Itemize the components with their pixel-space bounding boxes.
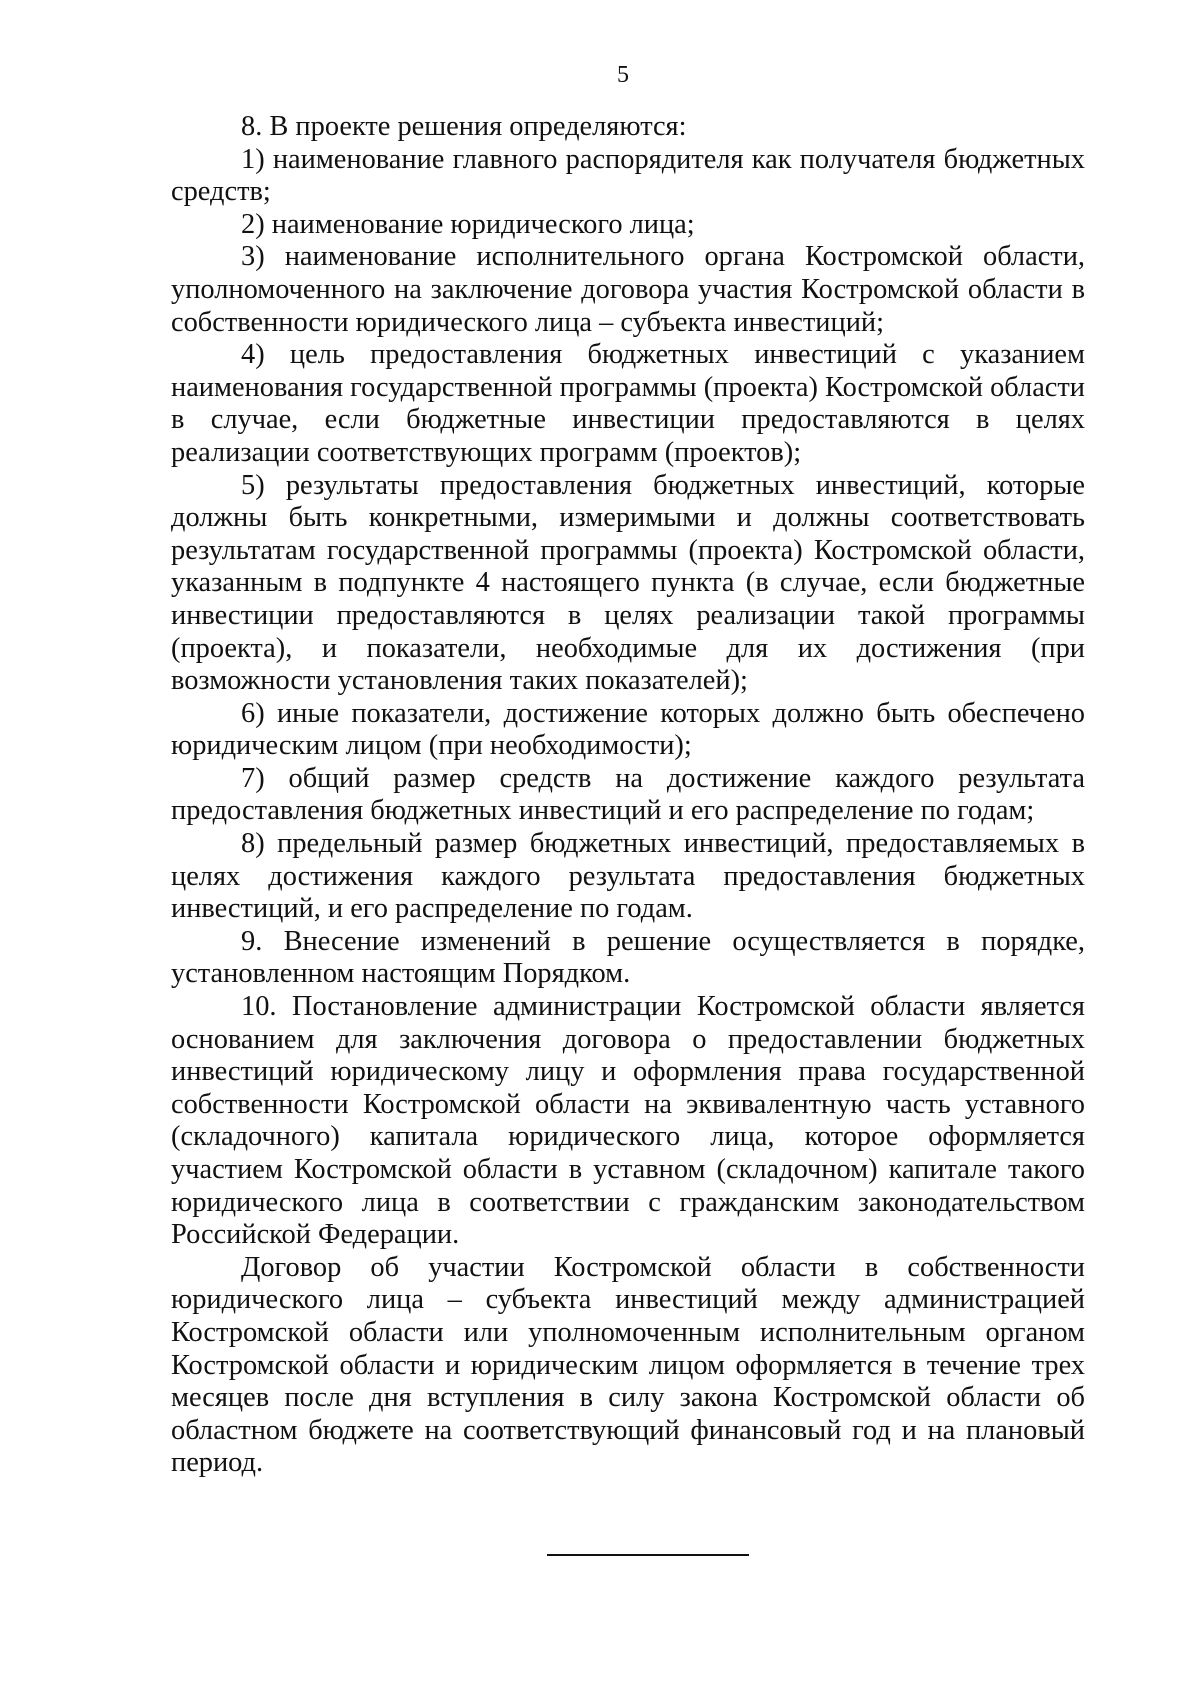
paragraph-item-8: 8. В проекте решения определяются: bbox=[241, 111, 687, 142]
paragraph-participation-agreement: Договор об участии Костромской области в собственности юридического лица – субъекта инвестиций между администрацией Костромской области или уполномоченным исполнительным органом Костромской области и юридическим лицом оформляется в течение трех месяцев после дня вступления в силу закона Костромской области об областном бюджете на соответствующий финансовый год и на плановый период. bbox=[171, 1251, 1085, 1479]
subitem-7-total-funds: 7) общий размер средств на достижение каждого результата предоставления бюджетных инвестиций и его распределение по годам; bbox=[171, 762, 1085, 827]
subitem-1-main-manager: 1) наименование главного распорядителя как получателя бюджетных средств; bbox=[171, 143, 1085, 208]
document-body bbox=[171, 111, 1085, 1480]
closing-rule bbox=[547, 1554, 749, 1556]
subitem-4-investment-goal: 4) цель предоставления бюджетных инвестиций с указанием наименования государственной программы (проекта) Костромской области в случае, если бюджетные инвестиции предоставляются в целях реализации соответствующих программ (проектов); bbox=[171, 339, 1085, 468]
subitem-6-other-indicators: 6) иные показатели, достижение которых должно быть обеспечено юридическим лицом (при необходимости); bbox=[171, 697, 1085, 762]
subitem-2-legal-entity: 2) наименование юридического лица; bbox=[241, 208, 695, 240]
subitem-5-investment-results: 5) результаты предоставления бюджетных инвестиций, которые должны быть конкретными, измеримыми и должны соответствовать результатам государственной программы (проекта) Костромской области, указанным в подпункте 4 настоящего пункта (в случае, если бюджетные инвестиции предоставляются в целях реализации такой программы (проекта), и показатели, необходимые для их достижения (при возможности установления таких показателей); bbox=[171, 469, 1085, 697]
subitem-8-maximum-investment: 8) предельный размер бюджетных инвестиций, предоставляемых в целях достижения каждого результата предоставления бюджетных инвестиций, и его распределение по годам. bbox=[171, 828, 1085, 925]
subitem-3-executive-body: 3) наименование исполнительного органа Костромской области, уполномоченного на заключение договора участия Костромской области в собственности юридического лица – субъекта инвестиций; bbox=[171, 241, 1085, 338]
paragraph-item-9: 9. Внесение изменений в решение осуществляется в порядке, установленном настоящим Порядком. bbox=[171, 925, 1085, 990]
page-number: 5 bbox=[617, 62, 629, 88]
paragraph-item-10: 10. Постановление администрации Костромской области является основанием для заключения договора о предоставлении бюджетных инвестиций юридическому лицу и оформления права государственной собственности Костромской области на эквивалентную часть уставного (складочного) капитала юридического лица, которое оформляется участием Костромской области в уставном (складочном) капитале такого юридического лица в соответствии с гражданским законодательством Российской Федерации. bbox=[171, 991, 1085, 1251]
